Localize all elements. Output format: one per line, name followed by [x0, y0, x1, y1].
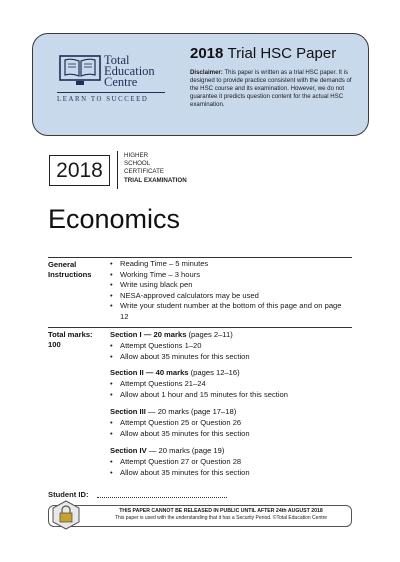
- list-item: • Allow about 35 minutes for this section: [110, 429, 350, 440]
- list-item: • Allow about 1 hour and 15 minutes for this section: [110, 390, 350, 401]
- section-3-heading: Section III — 20 marks (page 17–18): [110, 407, 237, 416]
- divider: [48, 257, 352, 258]
- student-id-field[interactable]: [97, 497, 227, 498]
- section-1-heading: Section I — 20 marks (pages 2–11): [110, 330, 233, 339]
- section-1-list: [110, 341, 350, 362]
- list-item: • Attempt Questions 1–20: [110, 341, 350, 352]
- section-4-list: [110, 457, 350, 478]
- logo-title: Total Education Centre: [104, 53, 155, 89]
- student-id-label: Student ID:: [48, 490, 89, 499]
- total-marks-label: Total marks: 100: [48, 330, 93, 349]
- list-item: • Attempt Questions 21–24: [110, 379, 350, 390]
- section-2-heading: Section II — 40 marks (pages 12–16): [110, 368, 240, 377]
- logo-tagline: LEARN TO SUCCEED: [57, 96, 149, 103]
- section-2-list: [110, 379, 350, 400]
- section-3-list: [110, 418, 350, 439]
- general-instructions-label: General Instructions: [48, 260, 92, 279]
- list-item: • Attempt Question 25 or Question 26: [110, 418, 350, 429]
- exam-year: 2018: [49, 155, 110, 186]
- list-item: • NESA-approved calculators may be used: [110, 291, 350, 302]
- release-notice: THIS PAPER CANNOT BE RELEASED IN PUBLIC UNTIL AFTER 24th AUGUST 2018: [119, 508, 323, 514]
- section-4-heading: Section IV — 20 marks (page 19): [110, 446, 225, 455]
- list-item: • Allow about 35 minutes for this section: [110, 352, 350, 363]
- list-item: • Attempt Question 27 or Question 28: [110, 457, 350, 468]
- list-item: • Write using black pen: [110, 280, 350, 291]
- list-item: • Reading Time – 5 minutes: [110, 259, 350, 270]
- list-item: • Working Time – 3 hours: [110, 270, 350, 281]
- disclaimer: Disclaimer: This paper is written as a trial HSC paper. It is designed to provide practice consistent with the demands of the HSC course and its examination. However, we do not guarantee it predicts question content for the actual HSC examination.: [190, 69, 352, 108]
- divider: [117, 151, 118, 189]
- paper-title: 2018 Trial HSC Paper: [190, 45, 337, 62]
- security-notice: This paper is used with the understanding that it has a Security Period. ©Total Education Centre: [114, 515, 328, 521]
- padlock-seal-icon: [51, 500, 81, 530]
- logo-rule: [57, 92, 165, 93]
- list-item: • Write your student number at the bottom of this page and on page 12: [110, 301, 350, 322]
- divider: [48, 327, 352, 328]
- general-instructions-list: [110, 259, 350, 323]
- exam-labels: HIGHER SCHOOL CERTIFICATE TRIAL EXAMINATION: [124, 152, 187, 184]
- subject-title: Economics: [48, 204, 181, 234]
- list-item: • Allow about 35 minutes for this section: [110, 468, 350, 479]
- logo: [57, 54, 157, 104]
- book-screen-icon: [57, 54, 103, 87]
